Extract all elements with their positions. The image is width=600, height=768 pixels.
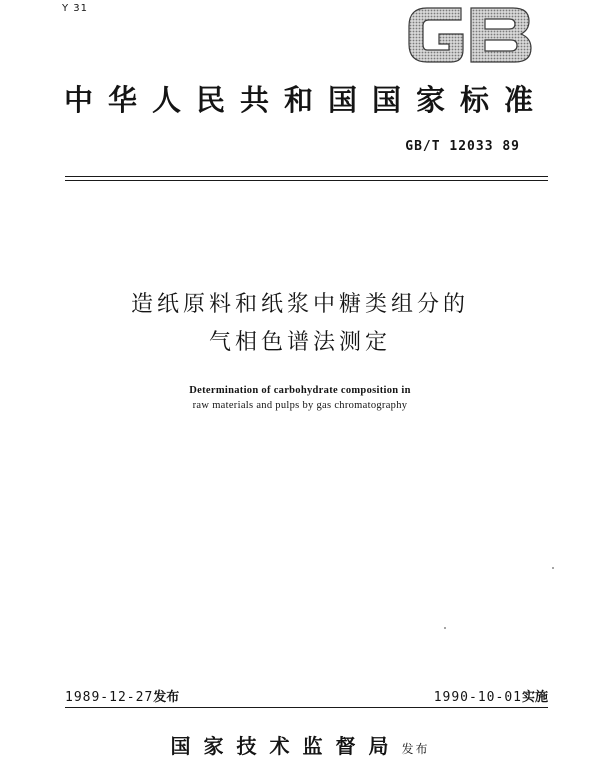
english-title-line-1: Determination of carbohydrate composition in	[189, 385, 411, 396]
effective-date: 1990-10-01	[433, 690, 522, 705]
gb-logo-icon	[403, 0, 537, 66]
scan-speck	[444, 627, 446, 629]
issue-date-block	[65, 686, 179, 705]
national-standard-heading: 中华人民共和国国家标准	[63, 83, 548, 117]
header-rule-thin	[65, 180, 548, 181]
effective-date-block	[434, 686, 548, 705]
footer-rule	[65, 707, 548, 708]
classification-code: Y 31	[62, 3, 89, 14]
english-title-line-2: raw materials and pulps by gas chromatography	[192, 400, 408, 411]
chinese-title-line-1: 造纸原料和纸浆中糖类组分的	[130, 292, 469, 317]
chinese-title-line-2: 气相色谱法测定	[208, 330, 391, 355]
header-rule-thick	[65, 176, 548, 177]
issue-label: 发布	[153, 690, 180, 705]
issuer-label: 发布	[401, 742, 430, 756]
scan-speck	[552, 567, 554, 569]
issue-date: 1989-12-27	[65, 690, 154, 705]
standard-number: GB/T 12033 89	[405, 139, 520, 154]
issuer-name: 国家技术监督局	[170, 734, 402, 758]
issuer-block	[0, 730, 600, 759]
effective-label: 实施	[521, 690, 548, 705]
